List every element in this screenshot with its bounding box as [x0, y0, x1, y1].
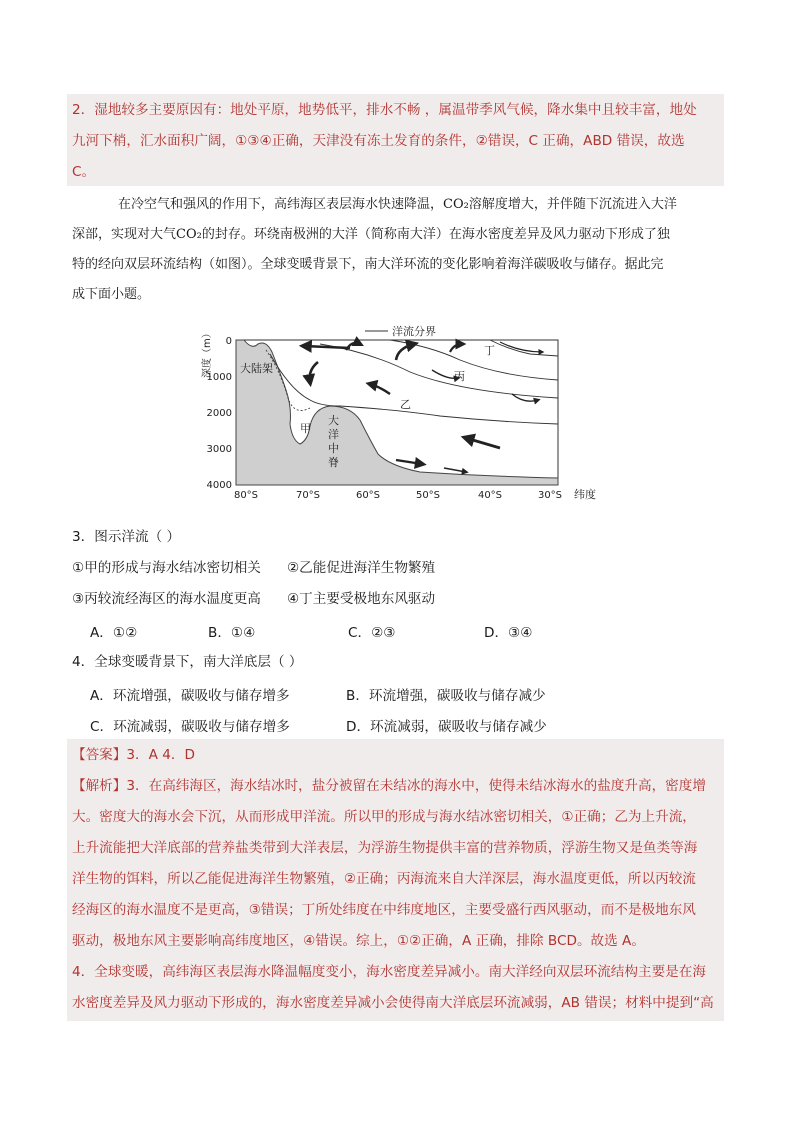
q2-line2-mark2: ② — [475, 133, 488, 149]
q2-line2-b: 正确，天津没有冻土发育的条件， — [271, 133, 476, 149]
q3-statement-1: ①甲的形成与海水结冰密切相关 — [72, 560, 261, 576]
analysis-line3: 上升流能把大洋底部的营养盐类带到大洋表层，为浮游生物提供丰富的营养物质，浮游生物又是鱼类等海 — [72, 840, 698, 856]
q4-option-d[interactable]: D．环流减弱，碳吸收与储存减少 — [346, 719, 547, 735]
label-ding: 丁 — [484, 344, 495, 357]
q3-option-b[interactable]: B．①④ — [208, 625, 256, 641]
x-tick-50s: 50°S — [415, 490, 441, 501]
x-tick-70s: 70°S — [295, 490, 321, 501]
q3-statement-3: ③丙较流经海区的海水温度更高 — [72, 591, 261, 607]
label-bing: 丙 — [454, 370, 465, 383]
analysis-line1-text: 3．在高纬海区，海水结冰时，盐分被留在未结冰的海水中，使得未结冰海水的盐度升高，密度增 — [126, 778, 706, 794]
material-line1: 在冷空气和强风的作用下，高纬海区表层海水快速降温，CO₂溶解度增大，并伴随下沉流进入大洋 — [118, 197, 677, 212]
y-tick-0: 0 — [225, 336, 232, 347]
label-ridge-4: 脊 — [328, 456, 339, 469]
q4-option-a[interactable]: A．环流增强，碳吸收与储存增多 — [90, 688, 290, 704]
x-axis-label: 纬度 — [574, 488, 596, 501]
analysis-label: 【解析】 — [72, 778, 127, 794]
q4-option-b[interactable]: B．环流增强，碳吸收与储存减少 — [346, 688, 546, 704]
q4-stem: 4．全球变暖背景下，南大洋底层（ ） — [72, 654, 303, 670]
y-tick-4000: 4000 — [206, 480, 232, 491]
material-line2: 深部，实现对大气CO₂的封存。环绕南极洲的大洋（简称南大洋）在海水密度差异及风力驱动下形成了独 — [72, 227, 670, 242]
q3-statement-2: ②乙能促进海洋生物繁殖 — [287, 560, 436, 576]
material-line3: 特的经向双层环流结构（如图）。全球变暖背景下，南大洋环流的变化影响着海洋碳吸收与储存。据此完 — [72, 257, 664, 272]
x-tick-80s: 80°S — [233, 490, 259, 501]
y-tick-2000: 2000 — [206, 408, 232, 419]
label-shelf: 大陆架 — [240, 362, 273, 375]
q3-statement-4: ④丁主要受极地东风驱动 — [287, 591, 436, 607]
x-tick-30s: 30°S — [537, 490, 563, 501]
answer-value: 3．A 4．D — [126, 747, 195, 763]
x-tick-40s: 40°S — [477, 490, 503, 501]
label-jia: 甲 — [300, 422, 311, 435]
analysis-line5: 经海区的海水温度不是更高，③错误；丁所处纬度在中纬度地区，主要受盛行西风驱动，而不是极地东风 — [72, 902, 696, 918]
label-ridge-1: 大 — [328, 414, 339, 427]
answer-line — [72, 740, 722, 771]
q3-option-a[interactable]: A．①② — [90, 625, 138, 641]
analysis-line8: 水密度差异及风力驱动下形成的，海水密度差异减小会使得南大洋底层环流减弱，AB 错误；材料中提到“高 — [72, 995, 714, 1011]
y-tick-1000: 1000 — [206, 372, 232, 383]
q2-line1: 2．湿地较多主要原因有：地处平原，地势低平，排水不畅 ，属温带季风气候，降水集中且较丰富，地处 — [72, 102, 697, 118]
y-axis-label: 深度（m） — [202, 328, 213, 378]
label-yi: 乙 — [400, 398, 411, 411]
analysis-line6: 驱动，极地东风主要影响高纬度地区，④错误。综上，①②正确，A 正确，排除 BCD。故选 A。 — [72, 933, 645, 949]
q2-line2-a: 九河下梢，汇水面积广阔， — [72, 133, 236, 149]
q3-option-c[interactable]: C．②③ — [348, 625, 396, 641]
q2-line2-c: 错误，C 正确，ABD 错误，故选 — [487, 133, 685, 149]
answer-label: 【答案】 — [72, 747, 127, 763]
analysis-line1 — [72, 771, 722, 802]
q2-answer — [72, 95, 722, 188]
x-tick-60s: 60°S — [355, 490, 381, 501]
analysis-text — [72, 771, 722, 1019]
q2-line2 — [72, 126, 722, 157]
q3-option-d[interactable]: D．③④ — [484, 625, 533, 641]
analysis-line7: 4．全球变暖，高纬海区表层海水降温幅度变小，海水密度差异减小。南大洋经向双层环流结构主要是在海 — [72, 964, 706, 980]
y-tick-3000: 3000 — [206, 444, 232, 455]
q3-stem: 3．图示洋流（ ） — [72, 529, 181, 545]
ocean-circulation-figure — [200, 320, 610, 505]
material-line4: 成下面小题。 — [72, 287, 151, 302]
legend-text: 洋流分界 — [392, 325, 436, 338]
analysis-line2: 大。密度大的海水会下沉，从而形成甲洋流。所以甲的形成与海水结冰密切相关，①正确；乙为上升流， — [72, 809, 696, 825]
label-ridge-3: 中 — [328, 442, 339, 455]
label-ridge-2: 洋 — [328, 428, 339, 441]
q4-option-c[interactable]: C．环流减弱，碳吸收与储存增多 — [90, 719, 290, 735]
q2-line2-marks: ①③④ — [235, 133, 272, 149]
q2-line3: C。 — [72, 164, 96, 180]
analysis-line4: 洋生物的饵料，所以乙能促进海洋生物繁殖，②正确；丙海流来自大洋深层，海水温度更低，所以丙较流 — [72, 871, 696, 887]
